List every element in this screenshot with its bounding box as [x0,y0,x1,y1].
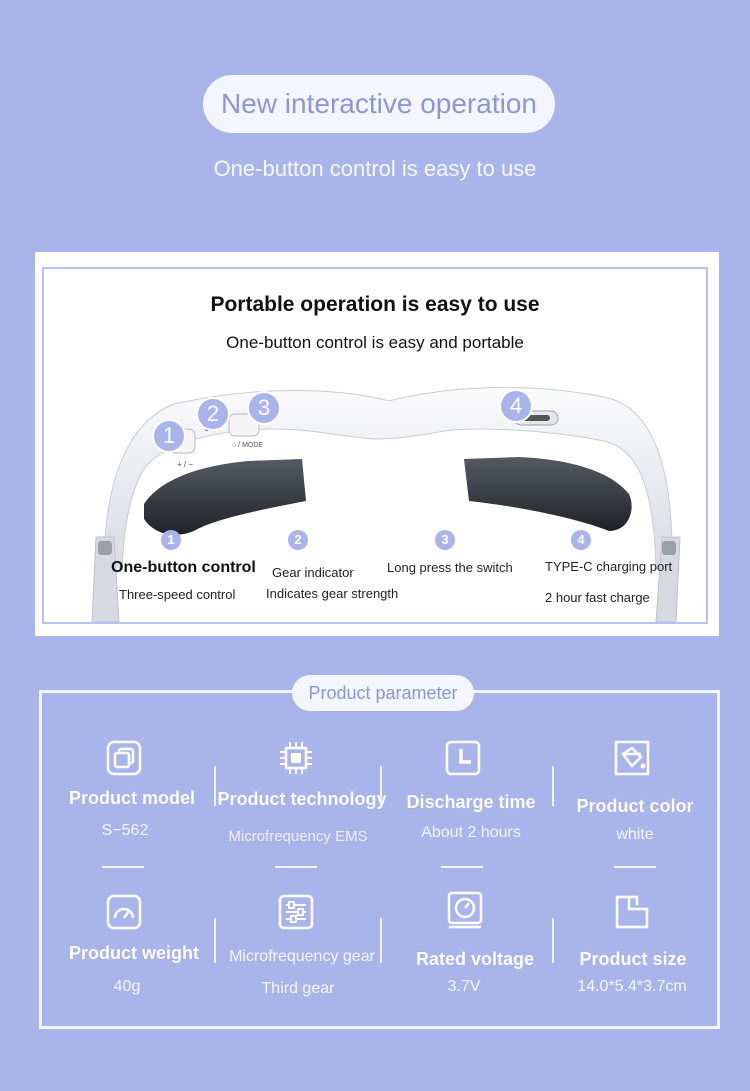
param-label-color: Product color [576,796,694,816]
plus-minus-label: + / − [177,460,194,469]
param-value-technology: Microfrequency EMS [228,828,368,845]
feature-1-title: One-button control [111,559,256,576]
feature-number-3: 3 [435,530,455,550]
divider [441,866,483,868]
feature-number-2: 2 [288,530,308,550]
param-label-size: Product size [579,949,687,969]
feature-number-4: 4 [571,530,591,550]
param-label-discharge: Discharge time [406,792,536,812]
feature-2-desc: Indicates gear strength [266,586,399,601]
param-value-color: white [616,826,654,843]
marker-4: 4 [499,389,533,423]
divider [275,866,317,868]
mode-label: ○ / MODE [232,442,264,449]
marker-1: 1 [152,419,186,453]
param-label-model: Product model [68,788,195,808]
feature-4-title: TYPE-C charging port [545,559,673,574]
param-label-voltage: Rated voltage [415,949,535,969]
param-value-discharge: About 2 hours [421,824,521,841]
scale-icon [106,894,142,930]
divider [614,866,656,868]
divider [552,766,554,806]
param-value-size: 14.0*5.4*3.7cm [577,978,687,995]
param-value-gear: Third gear [261,980,335,997]
feature-number-1: 1 [161,530,181,550]
product-panel [35,252,719,636]
section-subtitle: One-button control is easy to use [213,156,537,181]
paint-bucket-icon [614,740,650,776]
param-label-technology: Product technology [217,789,387,809]
feature-4-desc: 2 hour fast charge [545,590,650,605]
product-panel-inner [42,267,708,624]
panel-subtitle: One-button control is easy and portable [226,333,524,352]
marker-3: 3 [247,391,281,425]
param-label-weight: Product weight [69,943,199,963]
parameter-title: Product parameter [292,675,474,711]
panel-title: Portable operation is easy to use [210,293,540,316]
size-icon [614,894,650,930]
param-value-weight: 40g [113,978,141,995]
clock-icon [445,740,481,776]
divider [102,866,144,868]
feature-3-title: Long press the switch [387,560,513,575]
sliders-icon [278,894,314,930]
param-value-model: S−562 [101,822,149,839]
param-value-voltage: 3.7V [447,978,481,995]
section-title: New interactive operation [203,75,555,133]
feature-2-title: Gear indicator [272,565,354,580]
divider [552,918,554,963]
feature-1-desc: Three-speed control [119,587,236,602]
param-label-gear: Microfrequency gear [229,948,375,965]
divider [214,918,216,963]
gauge-icon [445,890,485,930]
marker-2: 2 [196,397,230,431]
model-icon [106,740,142,776]
chip-icon [278,740,314,776]
